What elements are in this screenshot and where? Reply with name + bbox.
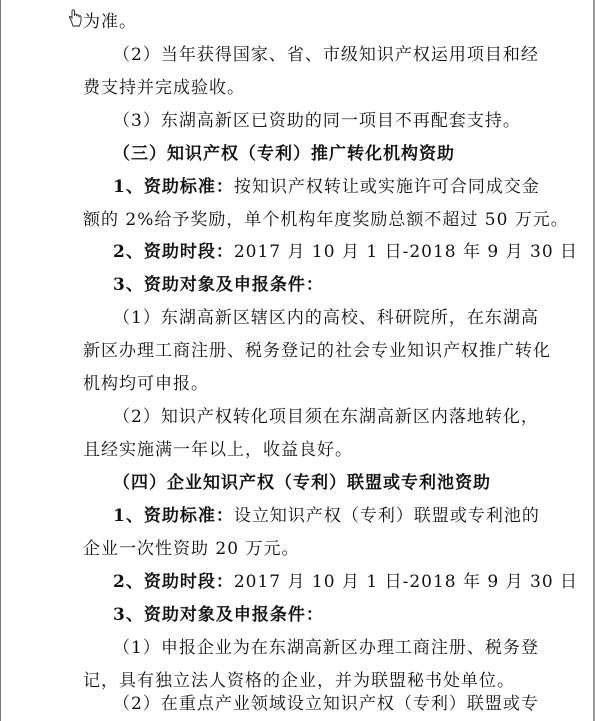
text-line: 记，具有独立法人资格的企业，并为联盟秘书处单位。 xyxy=(83,671,515,691)
text-line: （1）东湖高新区辖区内的高校、科研院所，在东湖高 xyxy=(113,308,539,328)
item-text: 按知识产权转让或实施许可合同成交金 xyxy=(233,177,540,197)
text-line: 费支持并完成验收。 xyxy=(83,78,245,98)
page-left-edge xyxy=(0,0,1,721)
text-line: 企业一次性资助 20 万元。 xyxy=(83,539,300,559)
item-text: 2017 月 10 月 1 日-2018 年 9 月 30 日 xyxy=(233,572,579,592)
text-line xyxy=(113,567,595,597)
section-heading: （三）知识产权（专利）推广转化机构资助 xyxy=(113,144,455,164)
text-line: 机构均可申报。 xyxy=(83,374,209,394)
item-heading: 3、资助对象及申报条件： xyxy=(113,605,324,625)
text-line xyxy=(113,172,595,202)
text-line: 新区办理工商注册、税务登记的社会专业知识产权推广转化 xyxy=(83,341,551,361)
item-heading: 3、资助对象及申报条件： xyxy=(113,275,324,295)
item-label: 2、资助时段： xyxy=(113,572,234,592)
text-line: （2）在重点产业领域设立知识产权（专利）联盟或专 xyxy=(113,694,539,714)
item-label: 1、资助标准： xyxy=(113,506,234,526)
text-line: 额的 2%给予奖励，单个机构年度奖励总额不超过 50 万元。 xyxy=(83,210,569,230)
item-label: 2、资助时段： xyxy=(113,242,234,262)
text-line: （3）东湖高新区已资助的同一项目不再配套支持。 xyxy=(113,111,521,131)
text-line: （1）申报企业为在东湖高新区办理工商注册、税务登 xyxy=(113,638,539,658)
hand-cursor-icon xyxy=(68,9,84,27)
text-line xyxy=(113,237,595,267)
text-line: （2）当年获得国家、省、市级知识产权运用项目和经 xyxy=(113,45,539,65)
item-text: 2017 月 10 月 1 日-2018 年 9 月 30 日 xyxy=(233,242,579,262)
text-line xyxy=(113,501,595,531)
item-text: 设立知识产权（专利）联盟或专利池的 xyxy=(233,506,540,526)
text-line: 且经实施满一年以上，收益良好。 xyxy=(83,440,353,460)
section-heading: （四）企业知识产权（专利）联盟或专利池资助 xyxy=(113,473,491,493)
text-line: 为准。 xyxy=(83,12,137,32)
item-label: 1、资助标准： xyxy=(113,177,234,197)
text-line: （2）知识产权转化项目须在东湖高新区内落地转化， xyxy=(113,407,539,427)
